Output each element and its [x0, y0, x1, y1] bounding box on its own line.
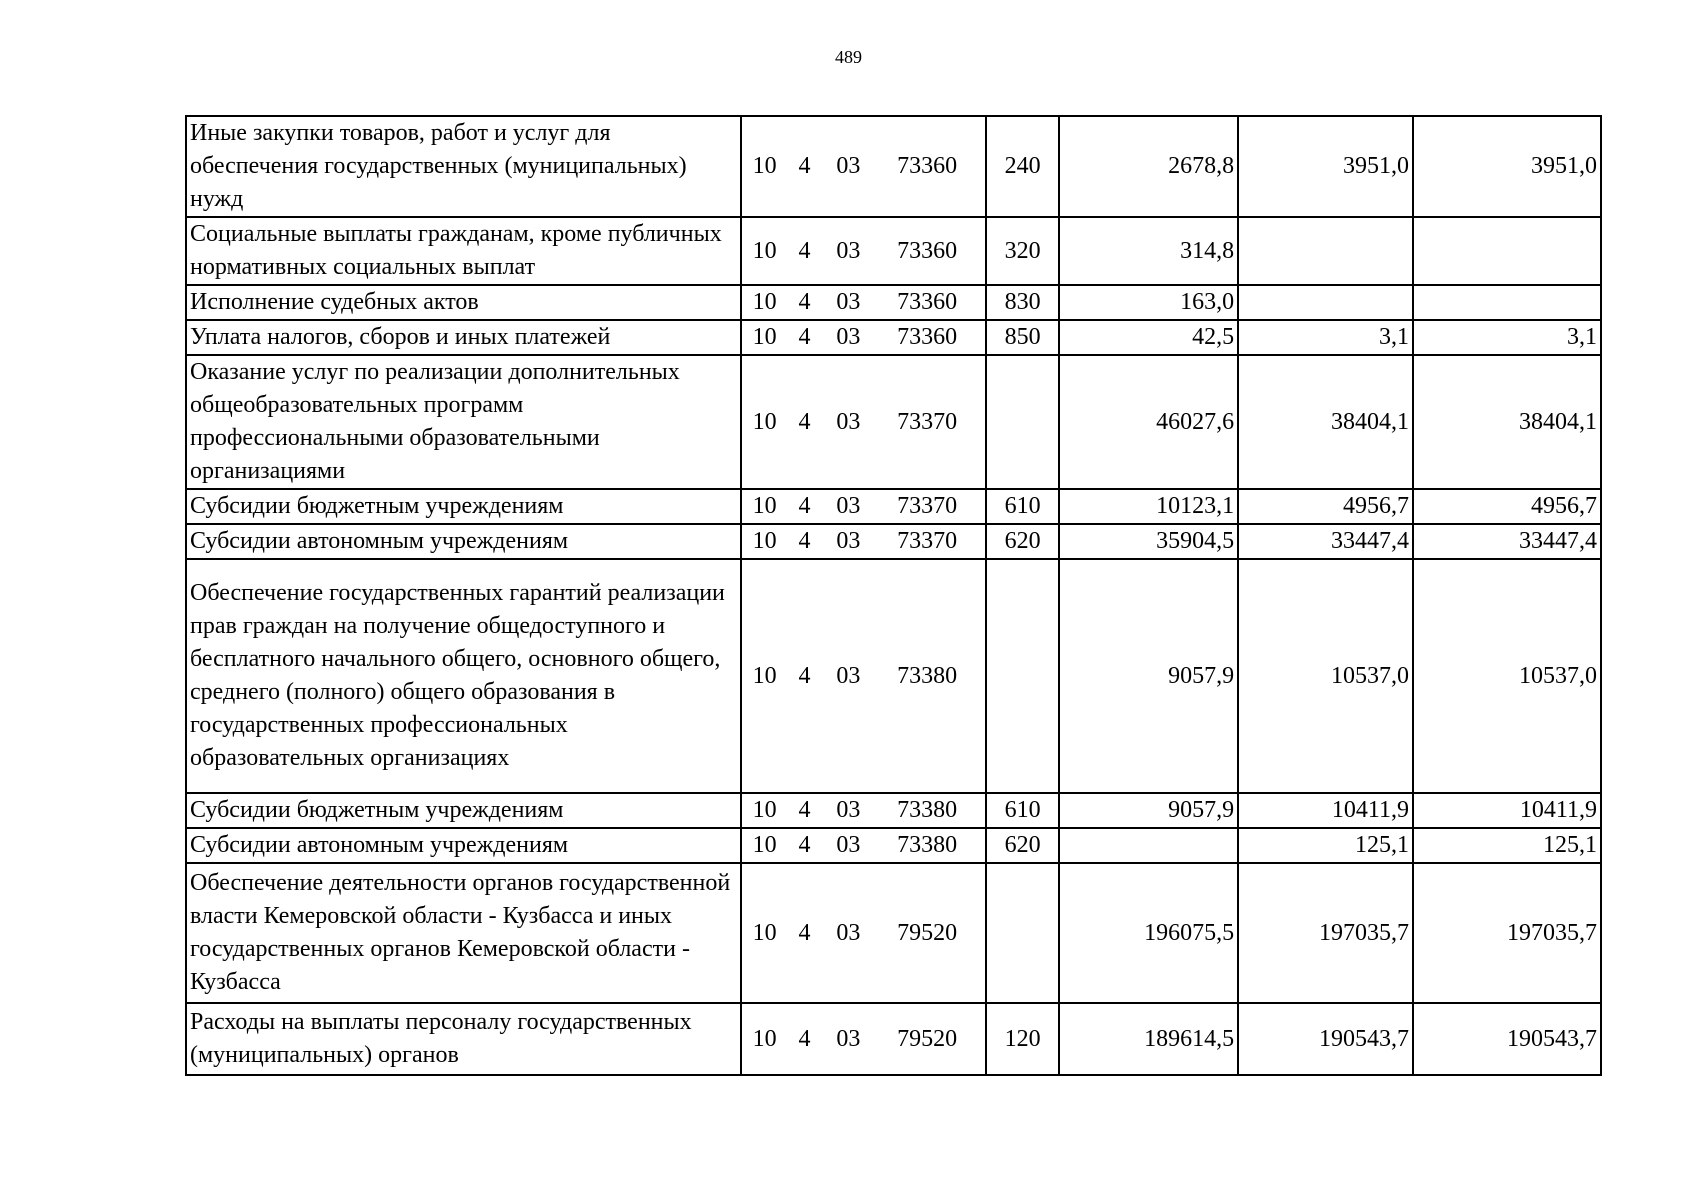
program-code: 03	[836, 919, 861, 946]
table-row	[186, 559, 1601, 793]
row-name: Обеспечение государственных гарантий реализации прав граждан на получение общедоступного и бесплатного начального общего, основного общего, среднего (полного) общего образования в государственных профессиональных образовательных организациях	[186, 559, 741, 793]
program-code: 03	[836, 153, 861, 179]
subsection-code: 4	[798, 528, 811, 554]
section-code: 10	[752, 919, 777, 946]
section-code: 10	[752, 324, 777, 350]
row-name: Субсидии автономным учреждениям	[186, 828, 741, 863]
table-row	[186, 217, 1601, 285]
row-name: Субсидии автономным учреждениям	[186, 524, 741, 559]
row-name: Субсидии бюджетным учреждениям	[186, 489, 741, 524]
expense-type: 850	[986, 320, 1059, 355]
amount-1: 42,5	[1059, 320, 1238, 355]
program-code: 03	[836, 797, 861, 823]
table-body	[186, 116, 1601, 1075]
amount-3: 10537,0	[1413, 559, 1601, 793]
table-row	[186, 285, 1601, 320]
table-row	[186, 524, 1601, 559]
expense-type: 620	[986, 524, 1059, 559]
row-name: Расходы на выплаты персоналу государственных (муниципальных) органов	[186, 1003, 741, 1075]
amount-2	[1238, 285, 1413, 320]
section-code: 10	[752, 408, 777, 435]
amount-3: 3951,0	[1413, 116, 1601, 217]
amount-3: 125,1	[1413, 828, 1601, 863]
amount-1: 9057,9	[1059, 559, 1238, 793]
subsection-code: 4	[798, 324, 811, 350]
amount-3: 33447,4	[1413, 524, 1601, 559]
code-cell	[741, 828, 986, 863]
program-code: 03	[836, 832, 861, 858]
row-name: Социальные выплаты гражданам, кроме публичных нормативных социальных выплат	[186, 217, 741, 285]
expense-type: 610	[986, 489, 1059, 524]
program-code: 03	[836, 493, 861, 519]
target-code: 79520	[897, 919, 958, 946]
code-cell	[741, 217, 986, 285]
subsection-code: 4	[798, 408, 811, 435]
section-code: 10	[752, 1025, 777, 1052]
amount-1	[1059, 828, 1238, 863]
program-code: 03	[836, 528, 861, 554]
code-cell	[741, 524, 986, 559]
target-code: 73380	[897, 832, 958, 858]
table-row	[186, 116, 1601, 217]
amount-2: 10411,9	[1238, 793, 1413, 828]
expense-type	[986, 559, 1059, 793]
amount-3: 38404,1	[1413, 355, 1601, 489]
amount-3	[1413, 217, 1601, 285]
code-cell	[741, 1003, 986, 1075]
amount-1: 163,0	[1059, 285, 1238, 320]
row-name: Уплата налогов, сборов и иных платежей	[186, 320, 741, 355]
section-code: 10	[752, 493, 777, 519]
amount-3: 197035,7	[1413, 863, 1601, 1003]
amount-1: 189614,5	[1059, 1003, 1238, 1075]
amount-3: 4956,7	[1413, 489, 1601, 524]
row-name: Оказание услуг по реализации дополнительных общеобразовательных программ профессиональными образовательными организациями	[186, 355, 741, 489]
subsection-code: 4	[798, 797, 811, 823]
target-code: 79520	[897, 1025, 958, 1052]
amount-2: 33447,4	[1238, 524, 1413, 559]
table-row	[186, 355, 1601, 489]
expense-type: 830	[986, 285, 1059, 320]
amount-2: 10537,0	[1238, 559, 1413, 793]
code-cell	[741, 559, 986, 793]
amount-1: 314,8	[1059, 217, 1238, 285]
section-code: 10	[752, 289, 777, 315]
code-cell	[741, 863, 986, 1003]
program-code: 03	[836, 324, 861, 350]
amount-1: 10123,1	[1059, 489, 1238, 524]
target-code: 73380	[897, 797, 958, 823]
table-row	[186, 793, 1601, 828]
target-code: 73360	[897, 289, 958, 315]
program-code: 03	[836, 237, 861, 264]
amount-1: 196075,5	[1059, 863, 1238, 1003]
amount-1: 9057,9	[1059, 793, 1238, 828]
target-code: 73360	[897, 153, 958, 179]
amount-2: 190543,7	[1238, 1003, 1413, 1075]
table-row	[186, 828, 1601, 863]
subsection-code: 4	[798, 289, 811, 315]
table-row	[186, 320, 1601, 355]
row-name: Обеспечение деятельности органов государственной власти Кемеровской области - Кузбасса и иных государственных органов Кемеровской области - Кузбасса	[186, 863, 741, 1003]
table-row	[186, 863, 1601, 1003]
amount-2: 3,1	[1238, 320, 1413, 355]
code-cell	[741, 489, 986, 524]
program-code: 03	[836, 1025, 861, 1052]
subsection-code: 4	[798, 237, 811, 264]
amount-3: 190543,7	[1413, 1003, 1601, 1075]
expense-type	[986, 863, 1059, 1003]
subsection-code: 4	[798, 919, 811, 946]
subsection-code: 4	[798, 1025, 811, 1052]
code-cell	[741, 285, 986, 320]
target-code: 73360	[897, 324, 958, 350]
code-cell	[741, 355, 986, 489]
subsection-code: 4	[798, 832, 811, 858]
code-cell	[741, 116, 986, 217]
amount-2: 3951,0	[1238, 116, 1413, 217]
program-code: 03	[836, 289, 861, 315]
program-code: 03	[836, 662, 861, 689]
subsection-code: 4	[798, 493, 811, 519]
subsection-code: 4	[798, 662, 811, 689]
expense-type: 240	[986, 116, 1059, 217]
section-code: 10	[752, 153, 777, 179]
section-code: 10	[752, 832, 777, 858]
target-code: 73360	[897, 237, 958, 264]
amount-1: 2678,8	[1059, 116, 1238, 217]
amount-2: 197035,7	[1238, 863, 1413, 1003]
section-code: 10	[752, 528, 777, 554]
amount-2: 38404,1	[1238, 355, 1413, 489]
program-code: 03	[836, 408, 861, 435]
table-row	[186, 489, 1601, 524]
amount-2: 4956,7	[1238, 489, 1413, 524]
code-cell	[741, 793, 986, 828]
row-name: Субсидии бюджетным учреждениям	[186, 793, 741, 828]
subsection-code: 4	[798, 153, 811, 179]
expense-type: 620	[986, 828, 1059, 863]
target-code: 73380	[897, 662, 958, 689]
expense-type: 320	[986, 217, 1059, 285]
amount-3: 3,1	[1413, 320, 1601, 355]
expense-type	[986, 355, 1059, 489]
table-row	[186, 1003, 1601, 1075]
amount-2: 125,1	[1238, 828, 1413, 863]
page-number: 489	[835, 47, 862, 67]
row-name: Исполнение судебных актов	[186, 285, 741, 320]
amount-2	[1238, 217, 1413, 285]
target-code: 73370	[897, 408, 958, 435]
code-cell	[741, 320, 986, 355]
section-code: 10	[752, 797, 777, 823]
amount-3: 10411,9	[1413, 793, 1601, 828]
target-code: 73370	[897, 493, 958, 519]
target-code: 73370	[897, 528, 958, 554]
section-code: 10	[752, 662, 777, 689]
expense-type: 120	[986, 1003, 1059, 1075]
budget-table	[185, 115, 1602, 1076]
amount-1: 35904,5	[1059, 524, 1238, 559]
row-name: Иные закупки товаров, работ и услуг для обеспечения государственных (муниципальных) нужд	[186, 116, 741, 217]
section-code: 10	[752, 237, 777, 264]
amount-3	[1413, 285, 1601, 320]
expense-type: 610	[986, 793, 1059, 828]
amount-1: 46027,6	[1059, 355, 1238, 489]
